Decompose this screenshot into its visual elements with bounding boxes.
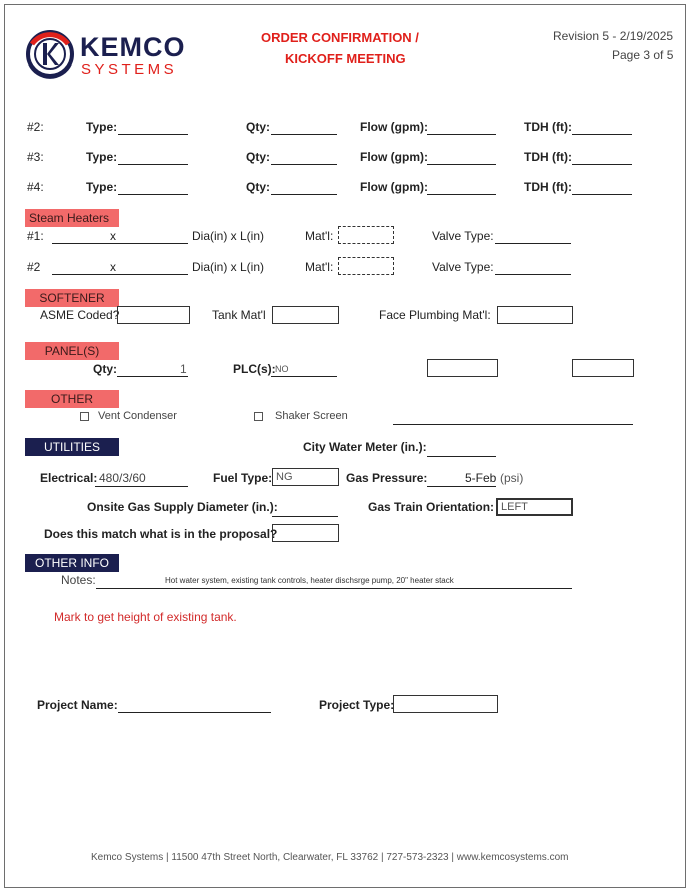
heater-valve-field[interactable] [495,274,571,275]
heater-valve-label: Valve Type: [432,229,494,243]
asme-label: ASME Coded? [40,308,120,322]
pump-number: #2: [27,120,44,134]
logo-company-top: KEMCO [80,32,186,62]
panel-qty-label: Qty: [93,362,117,376]
pump-flow-field[interactable] [427,164,496,165]
fuel-type-field[interactable]: NG [272,468,339,486]
electrical-label: Electrical: [40,471,98,485]
gas-train-label: Gas Train Orientation: [368,500,495,514]
notes-label: Notes: [61,573,96,587]
pump-tdh-field[interactable] [572,134,632,135]
other-field[interactable] [393,424,633,425]
panel-extra-field[interactable] [572,359,634,377]
pump-qty-label: Qty: [246,180,270,194]
pump-tdh-field[interactable] [572,164,632,165]
page-title-line2: KICKOFF MEETING [285,51,406,66]
onsite-gas-field[interactable] [272,516,338,517]
pump-flow-field[interactable] [427,134,496,135]
city-water-label: City Water Meter (in.): [303,440,427,454]
section-other: OTHER [25,390,119,408]
section-other-info: OTHER INFO [25,554,119,572]
panel-qty-field[interactable] [117,376,188,377]
section-utilities: UTILITIES [25,438,119,456]
fuel-type-label: Fuel Type: [213,471,273,485]
heater-valve-field[interactable] [495,243,571,244]
gas-pressure-value: 5-Feb [465,471,497,485]
electrical-value: 480/3/60 [99,471,146,485]
heater-mat-label: Mat'l: [305,260,334,274]
red-note: Mark to get height of existing tank. [54,610,237,624]
pump-type-field[interactable] [118,194,188,195]
pump-tdh-label: TDH (ft): [524,150,572,164]
gas-train-field[interactable]: LEFT [496,498,573,516]
pump-qty-label: Qty: [246,120,270,134]
heater-mat-field[interactable] [338,257,394,275]
page-title-line1: ORDER CONFIRMATION / [261,30,419,45]
shaker-screen-checkbox[interactable] [254,412,263,421]
pump-qty-field[interactable] [271,164,337,165]
electrical-field[interactable] [95,486,188,487]
heater-dia-label: Dia(in) x L(in) [192,229,265,243]
face-plumbing-field[interactable] [497,306,573,324]
tank-mat-label: Tank Mat'l [212,308,266,322]
gas-pressure-field[interactable] [427,486,496,487]
tank-mat-field[interactable] [272,306,339,324]
heater-mat-field[interactable] [338,226,394,244]
pump-qty-label: Qty: [246,150,270,164]
pump-number: #4: [27,180,44,194]
pump-type-field[interactable] [118,164,188,165]
heater-mat-label: Mat'l: [305,229,334,243]
pump-flow-label: Flow (gpm): [360,180,428,194]
pump-flow-label: Flow (gpm): [360,120,428,134]
vent-condenser-checkbox[interactable] [80,412,89,421]
heater-x: x [110,260,116,274]
plc-field[interactable] [271,376,337,377]
heater-valve-label: Valve Type: [432,260,494,274]
project-name-field[interactable] [118,712,271,713]
panel-extra-field[interactable] [427,359,498,377]
heater-number: #2 [27,260,41,274]
section-steam-heaters: Steam Heaters [25,209,119,227]
heater-dia-label: Dia(in) x L(in) [192,260,265,274]
onsite-gas-label: Onsite Gas Supply Diameter (in.): [87,500,278,514]
proposal-match-field[interactable] [272,524,339,542]
gas-pressure-label: Gas Pressure: [346,471,428,485]
heater-size-field[interactable] [52,243,188,244]
pump-tdh-field[interactable] [572,194,632,195]
logo-k-icon [24,28,76,80]
plc-label: PLC(s): [233,362,276,376]
footer-text: Kemco Systems | 11500 47th Street North, Clearwater, FL 33762 | 727-573-2323 | www.kemcosystems.com [91,852,569,863]
heater-x: x [110,229,116,243]
pump-flow-field[interactable] [427,194,496,195]
pump-type-label: Type: [86,120,118,134]
pump-qty-field[interactable] [271,194,337,195]
pump-type-label: Type: [86,180,118,194]
project-type-label: Project Type: [319,698,395,712]
pump-type-label: Type: [86,150,118,164]
vent-condenser-label: Vent Condenser [98,410,177,422]
pump-type-field[interactable] [118,134,188,135]
pump-flow-label: Flow (gpm): [360,150,428,164]
proposal-match-label: Does this match what is in the proposal? [44,527,278,541]
heater-number: #1: [27,229,44,243]
project-type-field[interactable] [393,695,498,713]
shaker-screen-label: Shaker Screen [275,410,348,422]
project-name-label: Project Name: [37,698,118,712]
pump-tdh-label: TDH (ft): [524,180,572,194]
city-water-field[interactable] [427,456,496,457]
section-panels: PANEL(S) [25,342,119,360]
pump-qty-field[interactable] [271,134,337,135]
revision-text: Revision 5 - 2/19/2025 [553,29,674,43]
logo-company-bottom: SYSTEMS [81,61,178,78]
psi-unit: (psi) [500,471,524,485]
face-plumbing-label: Face Plumbing Mat'l: [379,308,491,322]
kemco-logo [24,28,194,84]
pump-number: #3: [27,150,44,164]
panel-qty-value: 1 [180,362,187,376]
asme-field[interactable] [117,306,190,324]
heater-size-field[interactable] [52,274,188,275]
notes-value: Hot water system, existing tank controls, heater dischsrge pump, 20" heater stack [165,576,454,585]
page-number: Page 3 of 5 [612,48,674,62]
pump-tdh-label: TDH (ft): [524,120,572,134]
section-softener: SOFTENER [25,289,119,307]
notes-field[interactable] [96,588,572,589]
plc-value: NO [275,364,289,374]
